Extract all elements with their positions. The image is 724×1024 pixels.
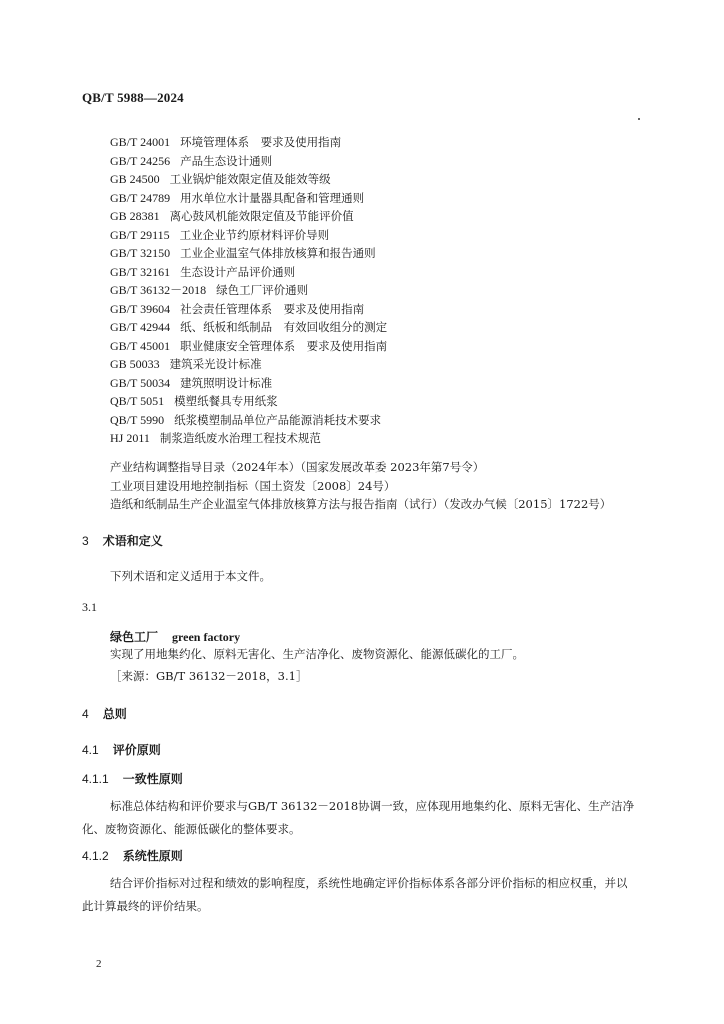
other-references-list: [110, 458, 611, 514]
reference-title: 职业健康安全管理体系 要求及使用指南: [180, 338, 388, 353]
section-title: 一致性原则: [122, 772, 183, 786]
reference-title: 工业企业节约原材料评价导则: [179, 227, 330, 242]
reference-item: [110, 300, 387, 319]
reference-code: GB/T 50034: [110, 375, 171, 390]
reference-item: [110, 133, 387, 152]
reference-item: [110, 281, 387, 300]
reference-item: [110, 374, 387, 393]
section-4-1-2-text: 结合评价指标对过程和绩效的影响程度，系统性地确定评价指标体系各部分评价指标的相应权重，并以此计算最终的评价结果。: [82, 876, 628, 913]
section-4-1-1-heading: [82, 770, 183, 787]
term-source: ［来源：GB/T 36132－2018，3.1］: [110, 669, 308, 683]
reference-item: [110, 355, 387, 374]
reference-title: 绿色工厂评价通则: [216, 283, 309, 297]
other-ref-item: 工业项目建设用地控制指标（国土资发〔2008〕24号）: [110, 478, 396, 493]
page-number: 2: [96, 958, 102, 970]
reference-title: 环境管理体系 要求及使用指南: [180, 135, 342, 149]
reference-item: [110, 411, 387, 430]
reference-code: GB/T 32161: [110, 264, 171, 279]
reference-item: [110, 392, 387, 411]
term-english: green factory: [172, 630, 241, 644]
document-code-header: QB/T 5988—2024: [82, 90, 184, 105]
reference-title: 社会责任管理体系 要求及使用指南: [180, 301, 365, 316]
section-number: 3: [82, 534, 89, 548]
section-4-1-heading: [82, 741, 161, 758]
reference-title: 制浆造纸废水治理工程技术规范: [159, 431, 321, 445]
section-4-heading: [82, 705, 127, 722]
section-title: 系统性原则: [122, 849, 183, 863]
section-number: 4.1.2: [82, 849, 109, 863]
reference-title: 生态设计产品评价通则: [180, 264, 296, 279]
section-4-1-2-heading: [82, 847, 183, 864]
reference-item: [110, 170, 387, 189]
reference-title: 建筑采光设计标准: [169, 357, 262, 371]
reference-title: 模塑纸餐具专用纸浆: [174, 394, 278, 408]
reference-title: 建筑照明设计标准: [180, 375, 273, 390]
reference-item: [110, 244, 387, 263]
reference-item: [110, 263, 387, 282]
term-chinese: 绿色工厂: [110, 630, 159, 644]
reference-title: 离心鼓风机能效限定值及节能评价值: [169, 209, 354, 223]
reference-code: GB/T 42944: [110, 320, 171, 334]
reference-title: 产品生态设计通则: [180, 153, 273, 168]
reference-title: 纸、纸板和纸制品 有效回收组分的测定: [180, 320, 388, 334]
reference-code: QB/T 5051: [110, 394, 165, 408]
section-number: 4: [82, 707, 89, 721]
section-3-heading: [82, 532, 163, 549]
section-title: 总则: [102, 707, 127, 721]
reference-code: GB 50033: [110, 357, 160, 371]
reference-code: GB/T 29115: [110, 227, 170, 242]
reference-title: 用水单位水计量器具配备和管理通则: [180, 190, 365, 205]
reference-code: GB/T 24001: [110, 135, 171, 149]
reference-item: [110, 189, 387, 208]
scan-speck: [638, 118, 640, 120]
other-ref-item: 造纸和纸制品生产企业温室气体排放核算方法与报告指南（试行）（发改办气候〔2015〕1722号）: [110, 497, 612, 511]
section-title: 评价原则: [112, 743, 161, 757]
reference-code: GB/T 32150: [110, 246, 171, 260]
section-4-1-1-text: 标准总体结构和评价要求与GB/T 36132－2018协调一致，应体现用地集约化、原料无害化、生产洁净化、废物资源化、能源低碳化的整体要求。: [82, 799, 635, 836]
reference-code: GB/T 24789: [110, 190, 171, 205]
reference-item: [110, 152, 387, 171]
reference-title: 纸浆模塑制品单位产品能源消耗技术要求: [174, 412, 382, 427]
reference-code: GB/T 39604: [110, 301, 171, 316]
reference-code: GB 28381: [110, 209, 160, 223]
term-definition: 实现了用地集约化、原料无害化、生产洁净化、废物资源化、能源低碳化的工厂。: [110, 647, 524, 661]
reference-title: 工业企业温室气体排放核算和报告通则: [180, 246, 376, 260]
section-number: 4.1.1: [82, 772, 109, 786]
reference-item: [110, 318, 387, 337]
reference-code: GB 24500: [110, 172, 160, 186]
section-3-intro: 下列术语和定义适用于本文件。: [110, 569, 271, 583]
reference-item: [110, 337, 387, 356]
section-title: 术语和定义: [102, 534, 163, 548]
term-number: 3.1: [82, 600, 97, 614]
reference-title: 工业锅炉能效限定值及能效等级: [169, 172, 331, 186]
reference-item: [110, 226, 387, 245]
other-ref-item: 产业结构调整指导目录（2024年本）（国家发展改革委 2023年第7号令）: [110, 460, 485, 474]
reference-code: QB/T 5990: [110, 412, 165, 427]
normative-references-list: [110, 133, 387, 448]
reference-code: GB/T 45001: [110, 338, 171, 353]
reference-item: [110, 207, 387, 226]
reference-item: [110, 429, 387, 448]
reference-code: GB/T 24256: [110, 153, 171, 168]
reference-code: HJ 2011: [110, 431, 150, 445]
reference-code: GB/T 36132－2018: [110, 283, 207, 297]
section-number: 4.1: [82, 743, 99, 757]
